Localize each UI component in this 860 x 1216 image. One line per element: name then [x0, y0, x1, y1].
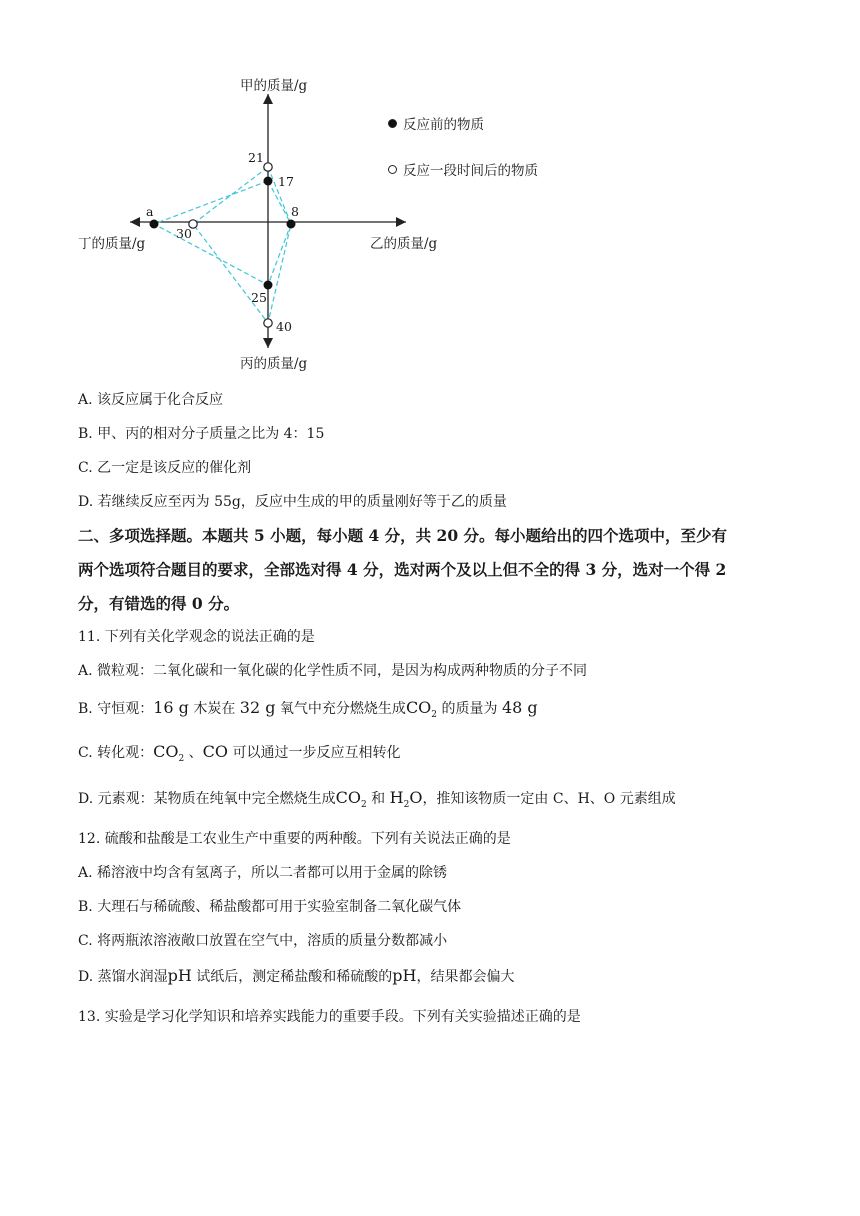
axis-label-top: 甲的质量/g: [240, 78, 308, 94]
q11-option-d: [78, 788, 676, 810]
label-ding-before: a: [146, 204, 154, 219]
q12-d-suffix: ，结果都会偏大: [416, 969, 515, 985]
q12-d-prefix: D. 蒸馏水润湿: [78, 969, 168, 985]
q11-d-prefix: D. 元素观：某物质在纯氧中完全燃烧生成: [78, 791, 336, 807]
q11-b-prefix: B. 守恒观：: [78, 701, 154, 717]
yi-point: [287, 220, 296, 229]
legend-before-text: 反应前的物质: [403, 117, 484, 133]
axis-label-right: 乙的质量/g: [370, 236, 438, 252]
q11-c-separator: 、: [184, 745, 203, 761]
before-quadrilateral: [154, 181, 291, 285]
q11-b-mass1: 16 g: [153, 698, 189, 717]
q11-c-co2-sub: 2: [178, 753, 185, 764]
q12-d-ph1: pH: [167, 966, 192, 985]
left-arrow: [130, 217, 140, 227]
q11-c-prefix: C. 转化观：: [78, 745, 154, 761]
q11-d-h2o-sub: 2: [403, 799, 410, 810]
label-yi: 8: [291, 204, 299, 219]
q10-option-a: A. 该反应属于化合反应: [78, 392, 224, 408]
mass-change-diagram: [70, 66, 590, 376]
label-ding-after: 30: [176, 226, 192, 241]
q11-d-co2-sub: 2: [360, 799, 367, 810]
q11-d-h: H: [389, 788, 404, 807]
q10-option-d: D. 若继续反应至丙为 55g，反应中生成的甲的质量刚好等于乙的质量: [78, 494, 507, 510]
legend-before: [388, 113, 484, 133]
q11-c-co2: CO: [153, 742, 179, 761]
jia-after-point: [264, 163, 272, 171]
legend-after-text: 反应一段时间后的物质: [403, 163, 538, 179]
axis-label-bottom: 丙的质量/g: [240, 356, 308, 372]
ding-before-point: [150, 220, 159, 229]
section2-line3: 分，有错选的得 0 分。: [78, 594, 240, 613]
q11-option-c: [78, 742, 400, 764]
q11-b-co2-sub: 2: [431, 709, 438, 720]
label-jia-after: 21: [248, 150, 264, 165]
q12-option-a: A. 稀溶液中均含有氢离子，所以二者都可以用于金属的除锈: [78, 865, 448, 881]
q12-option-c: C. 将两瓶浓溶液敞口放置在空气中，溶质的质量分数都减小: [78, 933, 448, 949]
q11-d-and: 和: [366, 791, 390, 807]
q12-stem: 12. 硫酸和盐酸是工农业生产中重要的两种酸。下列有关说法正确的是: [78, 831, 511, 847]
q11-c-co: CO: [202, 742, 229, 761]
q11-b-text2: 氧气中充分燃烧生成: [275, 701, 406, 717]
legend-after: [388, 159, 538, 179]
q11-b-text1: 木炭在: [188, 701, 240, 717]
q12-option-b: B. 大理石与稀硫酸、稀盐酸都可用于实验室制备二氧化碳气体: [78, 899, 462, 915]
q11-option-a: A. 微粒观：二氧化碳和一氧化碳的化学性质不同，是因为构成两种物质的分子不同: [78, 663, 588, 679]
q12-option-d: [78, 966, 515, 986]
q11-stem: 11. 下列有关化学观念的说法正确的是: [78, 629, 315, 645]
q11-c-text: 可以通过一步反应互相转化: [228, 745, 401, 761]
q10-option-c: C. 乙一定是该反应的催化剂: [78, 460, 252, 476]
q11-d-o: O: [409, 788, 423, 807]
section2-line2: 两个选项符合题目的要求，全部选对得 4 分，选对两个及以上但不全的得 3 分，选对一个得 2: [78, 560, 727, 579]
label-jia-before: 17: [278, 174, 294, 189]
q11-option-b: [78, 698, 538, 720]
bing-after-point: [264, 319, 272, 327]
q12-d-text: 试纸后，测定稀盐酸和稀硫酸的: [191, 969, 393, 985]
axis-label-left: 丁的质量/g: [78, 236, 146, 252]
diagram-svg: [70, 66, 590, 376]
right-arrow: [396, 217, 406, 227]
q11-b-mass2: 32 g: [239, 698, 276, 717]
q12-d-ph2: pH: [392, 966, 417, 985]
legend-filled-dot-icon: [388, 119, 397, 128]
q13-stem: 13. 实验是学习化学知识和培养实践能力的重要手段。下列有关实验描述正确的是: [78, 1009, 581, 1025]
label-bing-after: 40: [276, 319, 292, 334]
q11-d-co2: CO: [335, 788, 361, 807]
jia-before-point: [264, 177, 273, 186]
q11-b-mass3: 48 g: [501, 698, 538, 717]
label-bing-before: 25: [251, 290, 267, 305]
q11-b-text3: 的质量为: [437, 701, 502, 717]
bing-before-point: [264, 281, 273, 290]
top-arrow: [263, 94, 273, 104]
section2-line1: 二、多项选择题。本题共 5 小题，每小题 4 分，共 20 分。每小题给出的四个选项中，至少有: [78, 526, 728, 545]
legend-open-dot-icon: [388, 165, 397, 174]
bottom-arrow: [263, 338, 273, 348]
q11-d-text: ，推知该物质一定由 C、H、O 元素组成: [422, 791, 676, 807]
q11-b-co2: CO: [405, 698, 432, 717]
q10-option-b: B. 甲、丙的相对分子质量之比为 4：15: [78, 426, 325, 442]
